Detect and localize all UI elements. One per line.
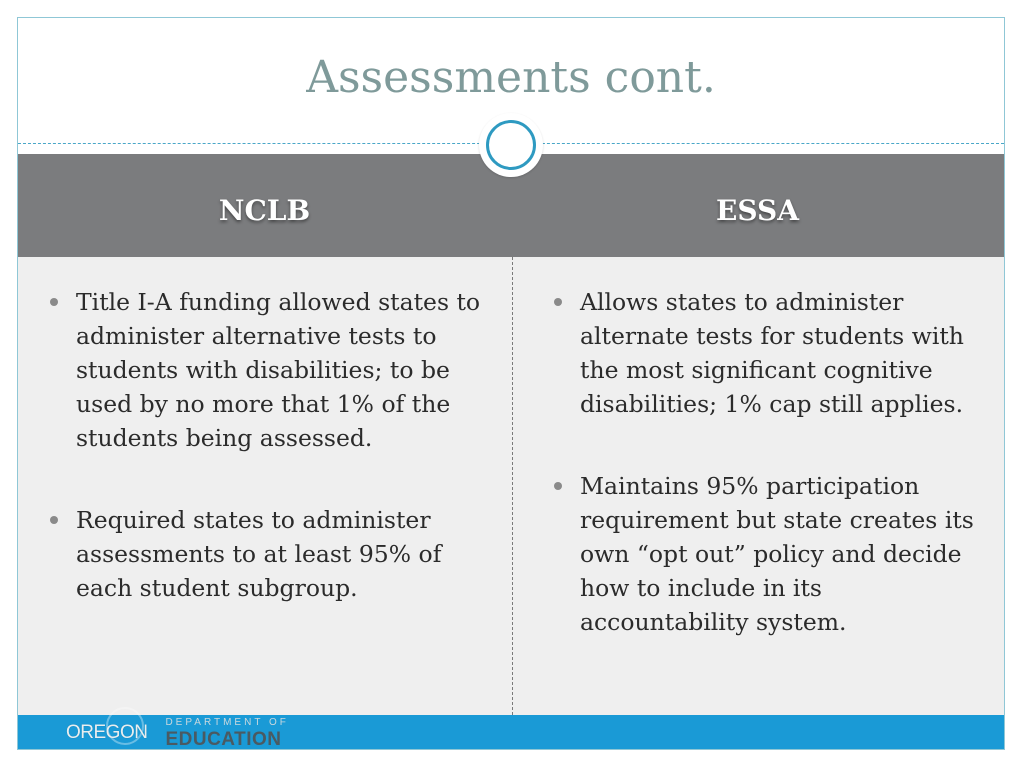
essa-column bbox=[550, 285, 990, 687]
column-divider bbox=[512, 257, 513, 715]
column-heading-essa: ESSA bbox=[716, 194, 799, 227]
oregon-department-of-education-logo bbox=[66, 715, 289, 750]
logo-department-text: DEPARTMENT OF bbox=[165, 716, 289, 728]
bullet-text: Allows states to administer alternate tests for students with the most significant cognitive disabilities; 1% cap still applies. bbox=[580, 288, 964, 418]
list-item bbox=[46, 503, 486, 605]
list-item bbox=[550, 285, 990, 421]
nclb-column bbox=[46, 285, 486, 653]
logo-text-block bbox=[165, 718, 288, 749]
bullet-icon bbox=[50, 516, 58, 524]
bullet-text: Maintains 95% participation requirement but state creates its own “opt out” policy and decide how to include in its accountability system. bbox=[580, 472, 974, 636]
slide-title: Assessments cont. bbox=[306, 52, 716, 103]
column-heading-nclb: NCLB bbox=[218, 194, 311, 227]
list-item bbox=[550, 469, 990, 639]
footer-band bbox=[18, 715, 1004, 750]
columns-body bbox=[18, 257, 1004, 715]
decorative-ring bbox=[486, 120, 536, 170]
logo-education-text: EDUCATION bbox=[165, 728, 282, 750]
bullet-text: Title I-A funding allowed states to administer alternative tests to students with disabilities; to be used by no more that 1% of the students being assessed. bbox=[76, 288, 481, 452]
bullet-text: Required states to administer assessments to at least 95% of each student subgroup. bbox=[76, 506, 442, 602]
bullet-icon bbox=[554, 298, 562, 306]
slide bbox=[17, 17, 1005, 750]
bullet-icon bbox=[554, 482, 562, 490]
logo-oregon-text: OREGON bbox=[66, 722, 148, 743]
list-item bbox=[46, 285, 486, 455]
bullet-icon bbox=[50, 298, 58, 306]
decorative-circle-icon bbox=[479, 113, 543, 177]
